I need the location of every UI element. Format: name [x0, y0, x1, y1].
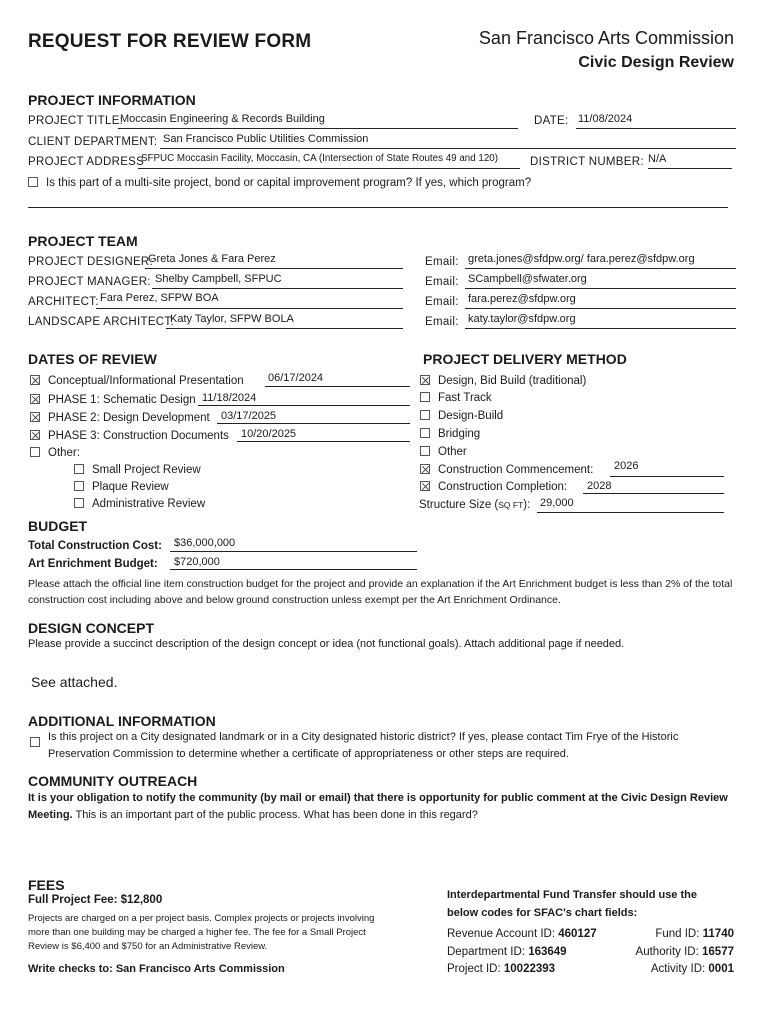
- small-project-review-checkbox[interactable]: [74, 464, 84, 474]
- delivery-other-label: Other: [438, 446, 467, 458]
- project-address-underline: [138, 168, 520, 169]
- community-outreach-bold: It is your obligation to notify the community (by mail or email) that there is opportunity for public comment at the Civic Design Review Meeting.: [28, 792, 728, 821]
- project-title-label: PROJECT TITLE:: [28, 115, 124, 127]
- section-heading-additional-information: ADDITIONAL INFORMATION: [28, 713, 216, 729]
- landscape-architect-label: LANDSCAPE ARCHITECT:: [28, 316, 174, 328]
- total-construction-cost-label: Total Construction Cost:: [28, 540, 162, 552]
- historic-landmark-checkbox[interactable]: [30, 737, 40, 747]
- district-number-underline: [648, 168, 732, 169]
- conceptual-checkbox[interactable]: [30, 375, 40, 385]
- date-label: DATE:: [534, 115, 569, 127]
- review-item-phase2: [30, 412, 210, 424]
- activity-id: [651, 963, 734, 975]
- multisite-question-text: Is this part of a multi-site project, bond or capital improvement program? If yes, which program?: [46, 177, 532, 189]
- date-underline: [576, 128, 736, 129]
- architect-email-field[interactable]: fara.perez@sfdpw.org: [468, 293, 576, 305]
- historic-landmark-question: Is this project on a City designated landmark or in a City designated historic district? If yes, please contact Tim Frye of the Historic Preservation Commission to determine whether a certificate of appropriateness or other steps are required.: [48, 731, 679, 760]
- design-concept-answer[interactable]: See attached.: [31, 674, 118, 690]
- structure-size-label-text: Structure Size (: [419, 499, 499, 511]
- authority-id-value: 16577: [702, 946, 734, 958]
- section-heading-project-information: PROJECT INFORMATION: [28, 92, 196, 108]
- review-item-conceptual: [30, 375, 244, 387]
- landscape-architect-underline: [166, 328, 403, 329]
- project-title-underline: [118, 128, 518, 129]
- landscape-architect-email-underline: [465, 328, 736, 329]
- construction-commencement-checkbox[interactable]: [420, 464, 430, 474]
- delivery-other: [420, 446, 467, 458]
- art-enrichment-budget-label: Art Enrichment Budget:: [28, 558, 158, 570]
- construction-completion-field[interactable]: 2028: [587, 480, 612, 492]
- bridging-label: Bridging: [438, 428, 481, 440]
- project-designer-email-label: Email:: [425, 256, 459, 268]
- fund-id-label: Fund ID:: [655, 928, 700, 940]
- phase3-label: PHASE 3: Construction Documents: [48, 430, 229, 442]
- project-designer-label: PROJECT DESIGNER:: [28, 256, 154, 268]
- phase3-checkbox[interactable]: [30, 430, 40, 440]
- project-manager-label: PROJECT MANAGER:: [28, 276, 151, 288]
- full-project-fee: Full Project Fee: $12,800: [28, 894, 163, 906]
- conceptual-date-field[interactable]: 06/17/2024: [268, 372, 324, 384]
- project-manager-field[interactable]: Shelby Campbell, SFPUC: [155, 273, 282, 285]
- design-concept-instructions: Please provide a succinct description of the design concept or idea (not functional goals). Attach additional page if needed.: [28, 638, 625, 650]
- project-designer-underline: [145, 268, 403, 269]
- other-review-label: Other:: [48, 447, 80, 459]
- department-id: [447, 946, 567, 958]
- construction-commencement-label: Construction Commencement:: [438, 464, 594, 476]
- phase2-label: PHASE 2: Design Development: [48, 412, 210, 424]
- phase1-date-field[interactable]: 11/18/2024: [202, 392, 257, 404]
- bridging-checkbox[interactable]: [420, 428, 430, 438]
- administrative-review-item: [74, 498, 205, 510]
- phase2-date-field[interactable]: 03/17/2025: [221, 410, 277, 422]
- design-bid-build-label: Design, Bid Build (traditional): [438, 375, 587, 387]
- structure-size-underline: [537, 512, 724, 513]
- administrative-review-label: Administrative Review: [92, 498, 206, 510]
- project-designer-email-field[interactable]: greta.jones@sfdpw.org/ fara.perez@sfdpw.org: [468, 253, 695, 265]
- project-manager-email-label: Email:: [425, 276, 459, 288]
- art-enrichment-budget-underline: [170, 569, 417, 570]
- client-department-field[interactable]: San Francisco Public Utilities Commission: [163, 133, 369, 145]
- construction-commencement-field[interactable]: 2026: [614, 460, 639, 472]
- administrative-review-checkbox[interactable]: [74, 498, 84, 508]
- section-heading-community-outreach: COMMUNITY OUTREACH: [28, 773, 198, 789]
- construction-commencement-item: [420, 464, 593, 476]
- fund-id: [655, 928, 734, 940]
- plaque-review-item: [74, 481, 169, 493]
- small-project-review-label: Small Project Review: [92, 464, 201, 476]
- phase1-label: PHASE 1: Schematic Design: [48, 394, 196, 406]
- form-subtitle: Civic Design Review: [578, 54, 734, 71]
- delivery-fast-track: [420, 392, 492, 404]
- form-title: REQUEST FOR REVIEW FORM: [28, 31, 312, 52]
- design-build-checkbox[interactable]: [420, 410, 430, 420]
- small-project-review-item: [74, 464, 201, 476]
- total-construction-cost-underline: [170, 551, 417, 552]
- completion-underline: [583, 493, 724, 494]
- plaque-review-label: Plaque Review: [92, 481, 169, 493]
- project-title-field[interactable]: Moccasin Engineering & Records Building: [120, 113, 325, 125]
- district-number-field[interactable]: N/A: [648, 153, 667, 165]
- conceptual-date-underline: [265, 386, 410, 387]
- design-build-label: Design-Build: [438, 410, 504, 422]
- section-heading-delivery-method: PROJECT DELIVERY METHOD: [423, 351, 627, 367]
- fast-track-checkbox[interactable]: [420, 392, 430, 402]
- project-manager-email-underline: [465, 288, 736, 289]
- review-item-phase1: [30, 394, 196, 406]
- project-address-field[interactable]: SFPUC Moccasin Facility, Moccasin, CA (Intersection of State Routes 49 and 120): [141, 153, 499, 164]
- phase1-date-underline: [198, 405, 410, 406]
- construction-completion-checkbox[interactable]: [420, 481, 430, 491]
- fund-transfer-heading: Interdepartmental Fund Transfer should use the below codes for SFAC's chart fields:: [447, 889, 697, 919]
- commencement-underline: [610, 476, 724, 477]
- landscape-architect-field[interactable]: Katy Taylor, SFPW BOLA: [170, 313, 294, 325]
- district-number-label: DISTRICT NUMBER:: [530, 156, 644, 168]
- community-outreach-text: [28, 790, 740, 824]
- architect-email-label: Email:: [425, 296, 459, 308]
- construction-completion-label: Construction Completion:: [438, 481, 568, 493]
- activity-id-value: 0001: [708, 963, 734, 975]
- department-id-label: Department ID:: [447, 946, 525, 958]
- conceptual-label: Conceptual/Informational Presentation: [48, 375, 244, 387]
- section-heading-budget: BUDGET: [28, 518, 88, 534]
- project-id-label: Project ID:: [447, 963, 501, 975]
- structure-size-label: [419, 499, 530, 511]
- structure-size-field[interactable]: 29,000: [540, 497, 574, 509]
- multisite-question: [28, 177, 531, 189]
- phase1-checkbox[interactable]: [30, 394, 40, 404]
- architect-field[interactable]: Fara Perez, SFPW BOA: [100, 292, 219, 304]
- project-id-value: 10022393: [503, 963, 556, 975]
- project-address-label: PROJECT ADDRESS: [28, 156, 145, 168]
- revenue-account-value: 460127: [558, 928, 597, 940]
- fast-track-label: Fast Track: [438, 392, 492, 404]
- multisite-answer-line[interactable]: [28, 207, 728, 208]
- plaque-review-checkbox[interactable]: [74, 481, 84, 491]
- project-designer-field[interactable]: Greta Jones & Fara Perez: [148, 253, 276, 265]
- activity-id-label: Activity ID:: [650, 963, 706, 975]
- structure-size-label-end: ):: [523, 499, 531, 511]
- revenue-account-id: [447, 928, 597, 940]
- project-manager-underline: [152, 288, 403, 289]
- phase3-date-field[interactable]: 10/20/2025: [241, 428, 297, 440]
- landscape-architect-email-field[interactable]: katy.taylor@sfdpw.org: [468, 313, 576, 325]
- fund-id-value: 11740: [702, 928, 734, 940]
- section-heading-design-concept: DESIGN CONCEPT: [28, 620, 155, 636]
- fees-note: Projects are charged on a per project basis. Complex projects or projects involving more than one building may be charged a higher fee. The fee for a Small Project Review is $6,400 and $750 for an Administrative Review.: [28, 913, 375, 952]
- section-heading-fees: FEES: [28, 877, 65, 893]
- section-heading-project-team: PROJECT TEAM: [28, 233, 138, 249]
- department-id-value: 163649: [528, 946, 567, 958]
- total-construction-cost-field[interactable]: $36,000,000: [174, 537, 236, 549]
- phase3-date-underline: [237, 441, 410, 442]
- delivery-other-checkbox[interactable]: [420, 446, 430, 456]
- phase2-date-underline: [217, 423, 410, 424]
- structure-size-unit: SQ FT: [498, 500, 524, 510]
- delivery-design-build: [420, 410, 503, 422]
- phase2-checkbox[interactable]: [30, 412, 40, 422]
- authority-id: [636, 946, 734, 958]
- art-enrichment-budget-field[interactable]: $720,000: [174, 556, 220, 568]
- multisite-checkbox[interactable]: [28, 177, 38, 187]
- section-heading-dates-of-review: DATES OF REVIEW: [28, 351, 157, 367]
- other-review-checkbox[interactable]: [30, 447, 40, 457]
- architect-email-underline: [465, 308, 736, 309]
- budget-note: Please attach the official line item construction budget for the project and provide an explanation if the Art Enrichment budget is less than 2% of the total construction cost including above and below ground construction unless exempt per the Art Enrichment Ordinance.: [28, 578, 733, 606]
- write-checks-to: Write checks to: San Francisco Arts Commission: [28, 963, 285, 975]
- review-item-other: [30, 447, 80, 459]
- construction-completion-item: [420, 481, 567, 493]
- authority-id-label: Authority ID:: [635, 946, 699, 958]
- delivery-design-bid-build: [420, 375, 586, 387]
- delivery-bridging: [420, 428, 480, 440]
- architect-underline: [96, 308, 403, 309]
- design-bid-build-checkbox[interactable]: [420, 375, 430, 385]
- project-id: [447, 963, 555, 975]
- client-department-underline: [160, 148, 736, 149]
- client-department-label: CLIENT DEPARTMENT:: [28, 136, 158, 148]
- landscape-architect-email-label: Email:: [425, 316, 459, 328]
- organization-name: San Francisco Arts Commission: [478, 28, 734, 48]
- revenue-account-label: Revenue Account ID:: [447, 928, 556, 940]
- review-item-phase3: [30, 430, 229, 442]
- date-field[interactable]: 11/08/2024: [578, 113, 633, 125]
- project-designer-email-underline: [465, 268, 736, 269]
- project-manager-email-field[interactable]: SCampbell@sfwater.org: [468, 273, 587, 285]
- architect-label: ARCHITECT:: [28, 296, 99, 308]
- community-outreach-regular: This is an important part of the public process. What has been done in this regard?: [72, 809, 478, 821]
